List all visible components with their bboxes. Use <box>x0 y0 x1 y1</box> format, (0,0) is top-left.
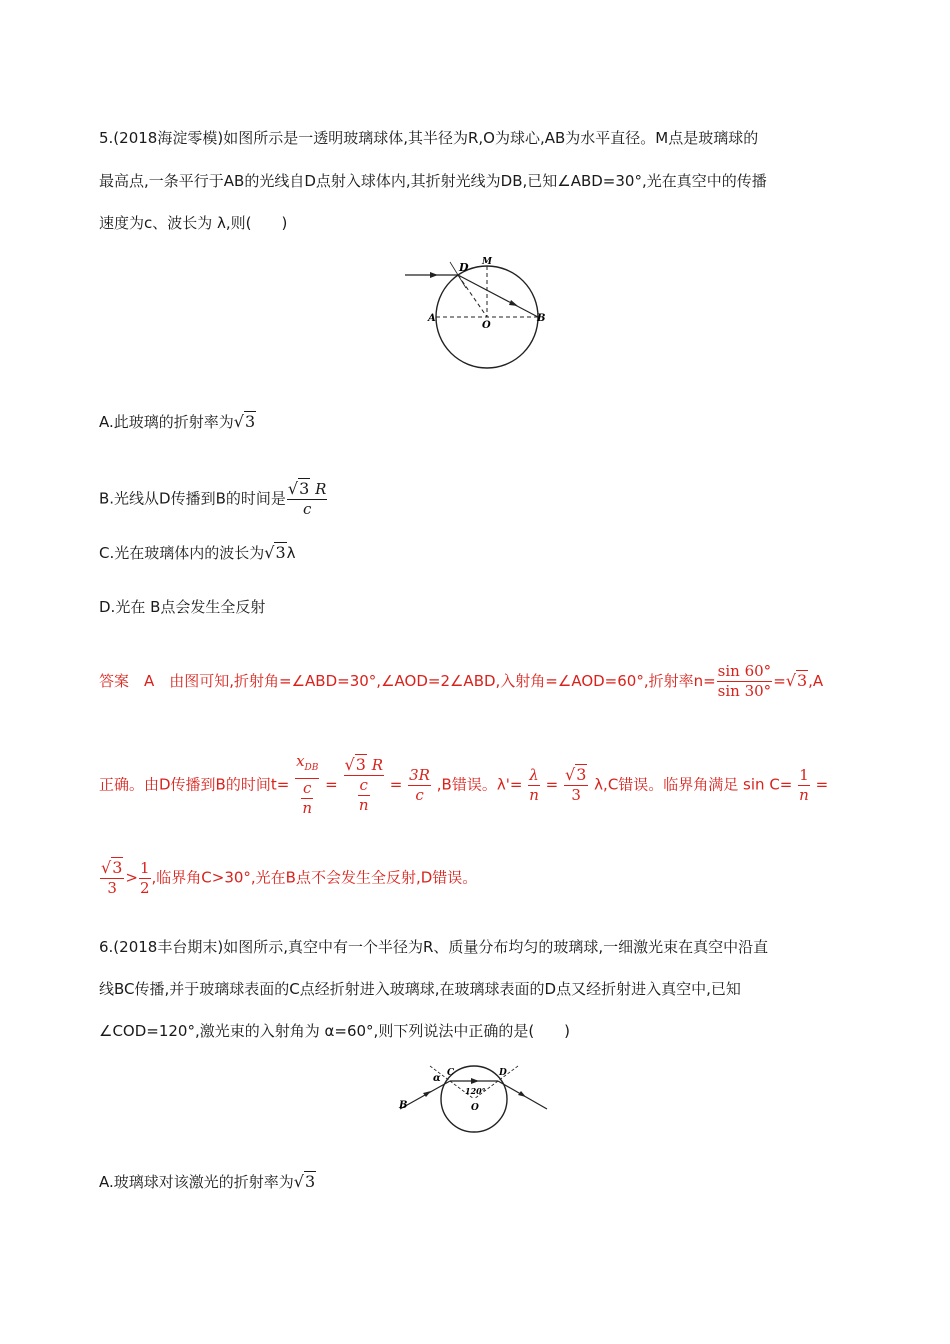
q5-stem-line1: 5.(2018海淀零模)如图所示是一透明玻璃球体,其半径为R,O为球心,AB为水平直径。M点是玻璃球的 <box>99 129 759 147</box>
q5-option-c-text: C.光在玻璃体内的波长为 <box>99 544 265 562</box>
sqrt-3: √3 <box>233 412 256 431</box>
q6-option-a: A.玻璃球对该激光的折射率为√3 <box>99 1172 316 1191</box>
label-M: M <box>482 257 492 267</box>
frac-xdb-over-c-n: $\frac{x_{DB}}{\frac{c}{n}}$ <box>296 752 319 817</box>
q5-stem-line2: 最高点,一条平行于AB的光线自D点射入球体内,其折射光线为DB,已知∠ABD=30°,光在真空中的传播 <box>99 172 767 190</box>
label-C: C <box>447 1068 455 1078</box>
frac-sin60-over-sin30: $\frac{\sin 60^\circ}{\sin 30^\circ}$ <box>717 662 772 700</box>
q5-option-d: D.光在 B点会发生全反射 <box>99 598 266 616</box>
answer-line1: 答案 A 由图可知,折射角=∠ABD=30°,∠AOD=2∠ABD,入射角=∠AOD=60°,折射率n= $\frac{\sin 60^\circ}{\sin 30^\circ}$ =√3,A <box>99 662 824 700</box>
q6-stem-line2: 线BC传播,并于玻璃球表面的C点经折射进入玻璃球,在玻璃球表面的D点又经折射进入真空中,已知 <box>99 980 741 998</box>
label-alpha: α <box>433 1073 441 1084</box>
label-D: D <box>459 261 469 274</box>
q5-option-b <box>99 479 328 519</box>
frac-sqrt3-over-3-b: $\frac{√3}{3}$ <box>101 858 123 897</box>
frac-3R-over-c: $\frac{3R}{c}$ <box>409 765 430 804</box>
q5-option-a <box>99 412 256 432</box>
label-O: O <box>482 320 491 331</box>
label-angle: 120° <box>465 1086 486 1096</box>
q6-stem-line3: ∠COD=120°,激光束的入射角为 α=60°,则下列说法中正确的是( ) <box>99 1022 571 1040</box>
label-B: B <box>537 313 546 324</box>
frac-sqrt3-over-3: $\frac{√3}{3}$ <box>565 765 587 804</box>
q5-option-b-text: B.光线从D传播到B的时间是 <box>99 489 286 508</box>
frac-sqrt3R-over-c: $\frac{√3 R}{c}$ <box>287 479 327 518</box>
q6-option-a-text: A.玻璃球对该激光的折射率为 <box>99 1173 294 1191</box>
frac-1-over-2: $\frac{1}{2}$ <box>139 858 150 897</box>
label-A: A <box>428 313 436 324</box>
label-O6: O <box>471 1103 479 1113</box>
frac-1-over-n: $\frac{1}{n}$ <box>799 765 809 804</box>
frac-lambda-over-n: $\frac{\lambda}{n}$ <box>529 765 539 804</box>
q6-figure-sphere <box>395 1062 555 1137</box>
q5-stem-line3: 速度为c、波长为 λ,则( ) <box>99 214 288 232</box>
answer-line3: $\frac{√3}{3}$ > $\frac{1}{2}$ ,临界角C>30°,光在B点不会发生全反射,D错误。 <box>101 858 478 897</box>
q5-figure-sphere <box>400 252 560 377</box>
answer-line2: 正确。由D传播到B的时间t= $\frac{x_{DB}}{\frac{c}{n}}$ = $\frac{√3 R}{\frac{c}{n}}$ = $\frac{3R}{c}$ ,B错误。λ'= $\frac{\lambda}{n}$ = $\frac{√3}{3}$ λ,C错误。临界角满足 sin C= $\frac{1}{n}$ = <box>99 752 829 817</box>
q6-stem-line1: 6.(2018丰台期末)如图所示,真空中有一个半径为R、质量分布均匀的玻璃球,一细激光束在真空中沿直 <box>99 938 769 956</box>
q5-option-a-text: A.此玻璃的折射率为 <box>99 413 234 431</box>
q5-option-c: C.光在玻璃体内的波长为√3λ <box>99 543 296 562</box>
label-B6: B <box>399 1100 408 1111</box>
frac-sqrt3R-over-c-n: $\frac{√3 R}{\frac{c}{n}}$ <box>344 755 383 814</box>
label-D6: D <box>499 1068 507 1078</box>
